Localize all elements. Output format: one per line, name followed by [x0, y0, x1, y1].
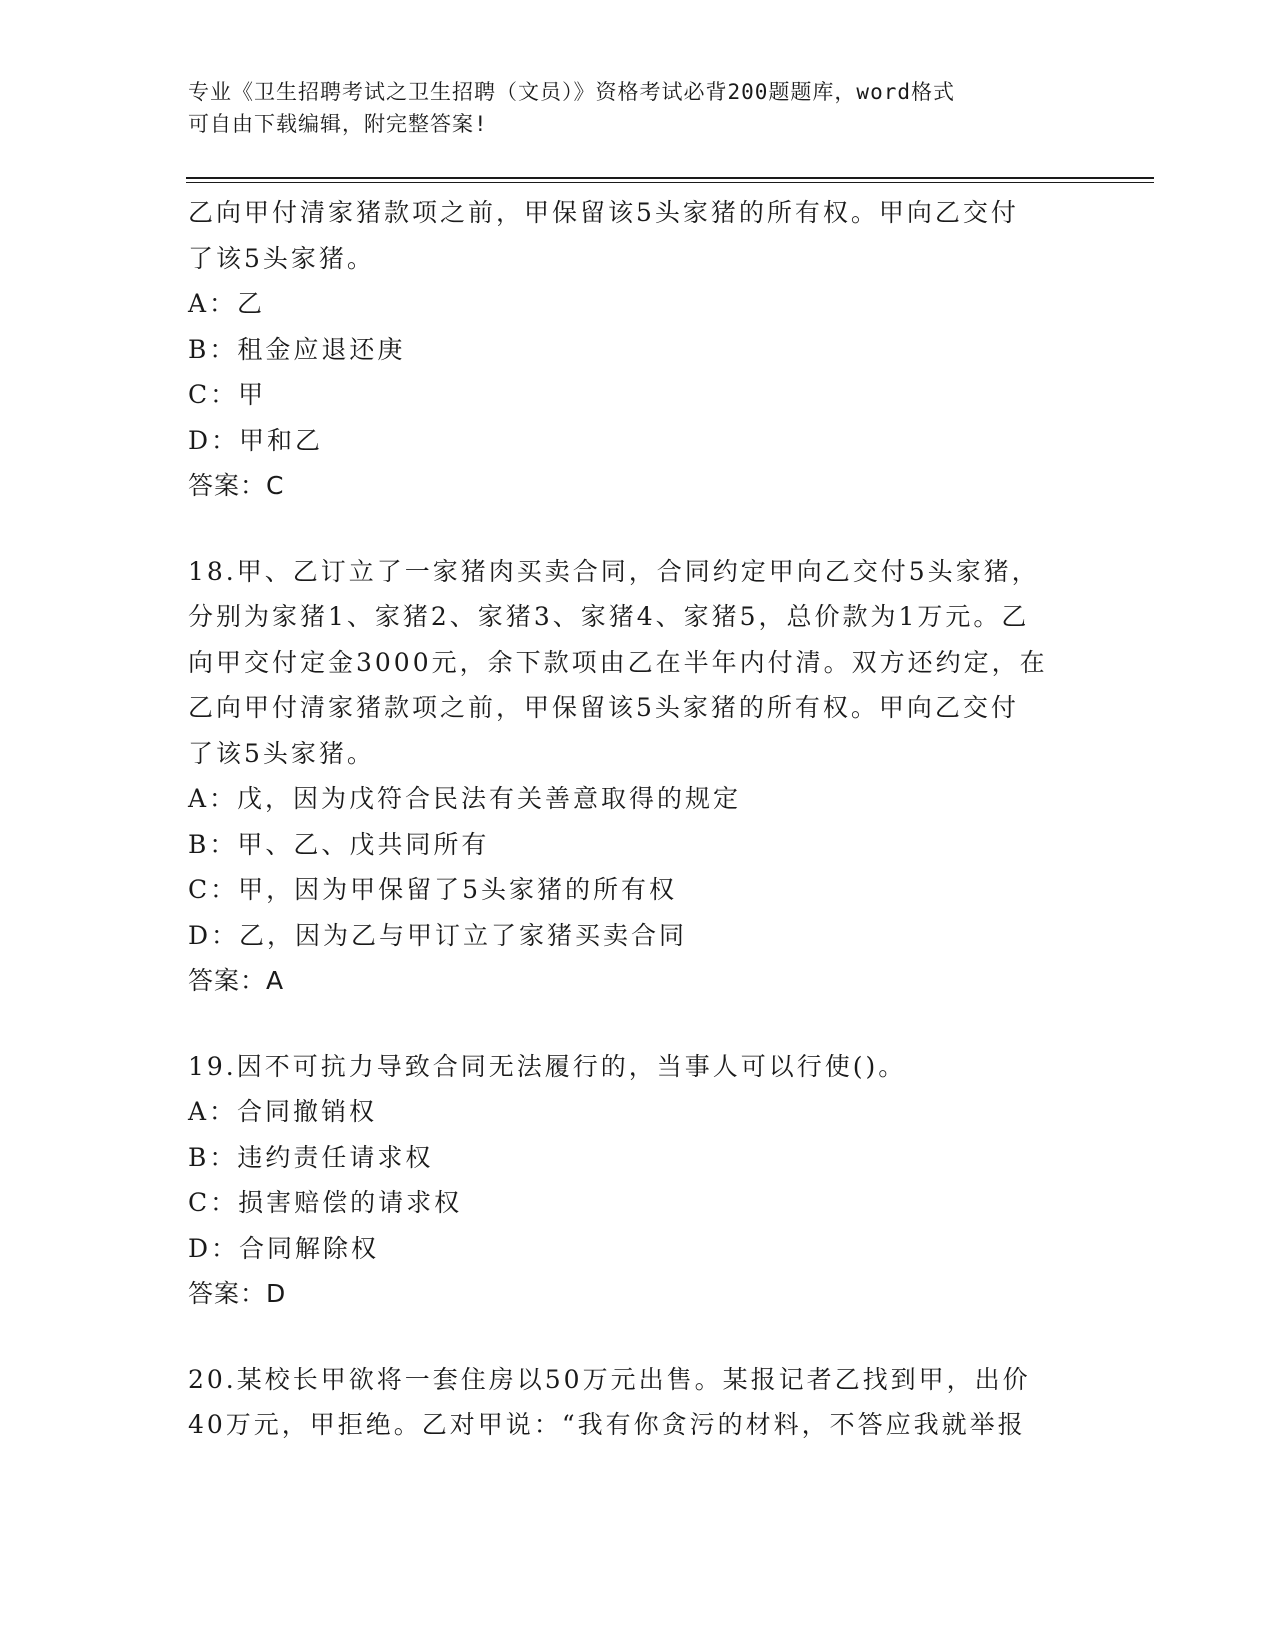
question-17	[188, 190, 1088, 509]
header-line-1: 专业《卫生招聘考试之卫生招聘（文员）》资格考试必背200题题库，word格式	[188, 80, 955, 104]
answer-line: 答案：A	[188, 966, 285, 995]
question-gap	[188, 1004, 1088, 1044]
page-header	[188, 76, 1088, 140]
option-c: C：甲	[188, 380, 267, 409]
option-d: D：甲和乙	[188, 425, 324, 455]
question-20	[188, 1357, 1088, 1448]
option-a: A：合同撤销权	[188, 1097, 378, 1126]
option-b: B：租金应退还庚	[188, 334, 406, 364]
question-stem-line: 分别为家猪1、家猪2、家猪3、家猪4、家猪5，总价款为1万元。乙	[188, 602, 1030, 631]
option-b: B：甲、乙、戊共同所有	[188, 829, 490, 859]
option-c: C：甲，因为甲保留了5头家猪的所有权	[188, 875, 678, 904]
question-stem-line: 20.某校长甲欲将一套住房以50万元出售。某报记者乙找到甲，出价	[188, 1364, 1031, 1394]
option-a: A：戊，因为戊符合民法有关善意取得的规定	[188, 784, 742, 813]
question-stem-line: 了该5头家猪。	[188, 243, 375, 273]
question-stem-line: 向甲交付定金3000元，余下款项由乙在半年内付清。双方还约定，在	[188, 647, 1048, 677]
question-stem-line: 19.因不可抗力导致合同无法履行的，当事人可以行使()。	[188, 1051, 907, 1081]
question-gap	[188, 509, 1088, 549]
option-d: D：乙，因为乙与甲订立了家猪买卖合同	[188, 920, 688, 950]
answer-line: 答案：C	[188, 471, 285, 500]
question-gap	[188, 1317, 1088, 1357]
answer-line: 答案：D	[188, 1279, 287, 1308]
question-18	[188, 549, 1088, 1004]
question-stem-line: 18.甲、乙订立了一家猪肉买卖合同，合同约定甲向乙交付5头家猪，	[188, 556, 1040, 586]
question-19	[188, 1044, 1088, 1317]
header-rule-thick	[186, 177, 1154, 179]
question-stem-line: 了该5头家猪。	[188, 738, 375, 768]
question-stem-line: 40万元，甲拒绝。乙对甲说：“我有你贪污的材料，不答应我就举报	[188, 1410, 1026, 1439]
option-a: A：乙	[188, 289, 266, 318]
header-line-2: 可自由下载编辑，附完整答案!	[188, 112, 488, 136]
option-d: D：合同解除权	[188, 1233, 380, 1263]
option-c: C：损害赔偿的请求权	[188, 1188, 463, 1217]
option-b: B：违约责任请求权	[188, 1142, 434, 1172]
header-rule-thin	[186, 182, 1154, 183]
question-stem-line: 乙向甲付清家猪款项之前，甲保留该5头家猪的所有权。甲向乙交付	[188, 198, 1019, 227]
question-stem-line: 乙向甲付清家猪款项之前，甲保留该5头家猪的所有权。甲向乙交付	[188, 693, 1019, 722]
question-content	[188, 190, 1088, 1448]
